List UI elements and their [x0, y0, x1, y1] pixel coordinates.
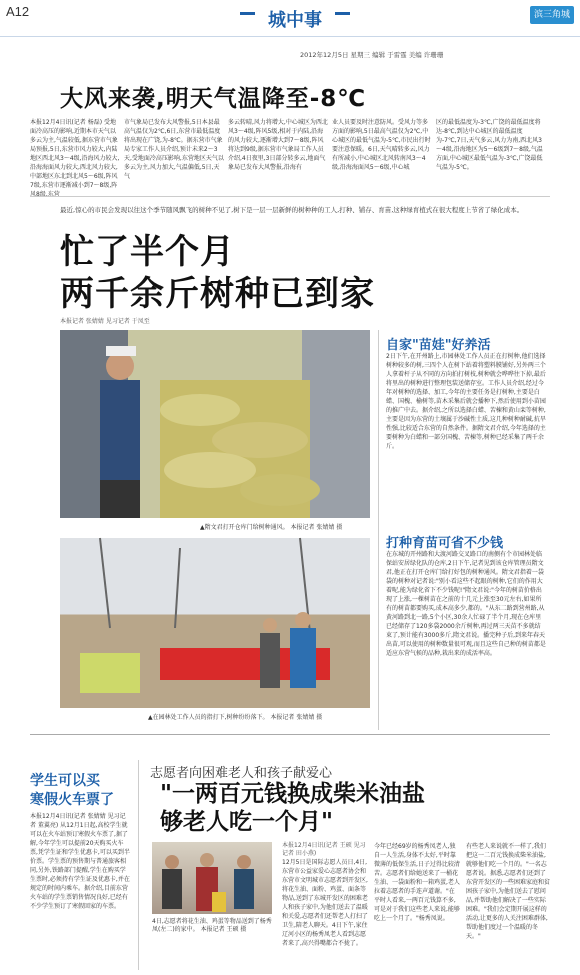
seed-headline-1: 忙了半个月: [60, 232, 235, 272]
divider-bottom: [30, 734, 550, 735]
section-header: [240, 4, 350, 32]
weather-text-col5: 区的最低温度为-3℃,广饶的最低温度将达-8℃,到达中心城区的最低温度为-7℃,7日,天气多云,风力为南,西北风3～4级,沿海地区为5～6级到7～8级,气温方面,中心城区最低气温为-3℃,广饶最低气温为-5℃。: [436, 119, 543, 171]
weather-text-col2: 市气象局已发布大风警报,5日本县最高气温仅为2℃,6日,东营市最低温度将出现在广饶,为-8℃。据东营市气象局专家工作人员介绍,预计未来2～3天,受地面冷高压影响,东营地区天气以多云为主,风力加大,气温偏低,5日,天气: [124, 119, 224, 180]
subhead-self-raise: 自家"苗娃"好养活: [386, 338, 491, 353]
weather-text-col3: 多云转晴,风力将增大,中心城区为西北风3～4级,阵风5级,相对于内陆,沿海的风力较大,逐渐增大到7～8级,阵风将达到9级,据东营市气象局工作人员介绍,4日夜里,3日部分转多云,地面气象局已发布大风警报,沿海有: [228, 119, 328, 171]
volunteer-text-col2: 今年已经69岁的杨秀凤老人,独自一人生活,身体不太好,平时靠微薄的低保生活,日子过得比较清苦。志愿者们给她送来了一桶花生油、一袋面粉和一箱鸡蛋,老人拉着志愿者的手连声道谢。"在平时人看来,一两百元钱算不多,可是对于我们这些老人来说,能够吃上一个月了。"杨秀凤说。: [374, 843, 460, 922]
warehouse-photo: [60, 330, 370, 518]
seed-collect-photo-illustration: [60, 538, 370, 708]
volunteer-headline-1: "一两百元钱换成柴米油盐: [160, 781, 425, 807]
volunteer-photo-illustration: [152, 842, 272, 914]
page-number: A12: [6, 4, 30, 19]
warehouse-photo-illustration: [60, 330, 370, 518]
weather-text-col1: 本报12月4日讯(记者 杨磊) 受地面冷高压的影响,近期本市天气以多云为主,气温较低,据东营市气象局预报,5日,东营市风力较大,内陆地区西北风3～4级,沿海风力较大,沿海海面风力较大,西北风力较大,中部地区东北到北风5～6级,阵风7级,东营市逐渐减小到7～8级,阵风8级,东营: [30, 119, 120, 198]
volunteer-headline-2: 够老人吃一个月": [160, 809, 333, 835]
header-rule: [0, 36, 580, 37]
weather-text-col4: 业人员要及时注意防风。受风力等多方面的影响,5日最高气温仅为2℃,中心城区的最低气温为-5℃,市民出行时要注意保暖。6日,天气晴转多云,风力有所减小,中心城区北风转南风3～4级,沿海海面风5～6级,中心城: [332, 119, 431, 171]
self-raise-text: 2日下午,在开州路上,市园林处工作人员正在打树种,他们选择树种较多的树,三四个人在树下站着将塑料膜铺好,另外两三个人拿着杆子从不同的方向拍打树枝,树种就会哗哗往下掉,最后将里出的树种进行整理包装送储存室。工作人员介绍,经过今年对树种的选择、加工,今年的主要任务是打树种,主要是白蜡、国槐、榆树等,苗木采集后就会播种下,然后使用到小苗园的推广中去。据介绍,之所以选择白蜡、苦楝和黄山栾等树种,主要是因为东营的土壤属于沙碱性土质,这几种树种耐碱,抗旱性强,比较适合东营的自然条件。据隋文君介绍,今年选择的主要树种为白蜡和一部分国槐、苦楝等,树种已经采集了两千余斤。: [386, 353, 546, 450]
volunteer-kicker: 志愿者向困难老人和孩子献爱心: [150, 766, 333, 781]
warehouse-photo-caption: ▲隋文君打开仓库门给树种通风。 本报记者 张婧婧 摄: [200, 524, 343, 531]
subhead-save-money: 打种育苗可省不少钱: [386, 536, 504, 551]
volunteer-byline: 本报12月4日讯(记者 王硕 见习记者 田小燕): [282, 842, 366, 857]
save-money-text: 在东城的开州路和大渡河路交叉路口的南侧有个市园林处临保站安居绿化队的仓库,2日下午,记者见到该仓库管理员隋文君,他正在打开仓库门给打好包的树种通风。隋文君指着一袋袋的树种对记者说:"别小看这些不起眼的树种,它们的作用大着呢,能为绿化省下不少钱呢!"隋文君说:"今年的树苗价格出现了上涨,一棵树苗在之前的十几元上涨至30元左右,如果所有的树苗都要购买,成本高多少,都的。"从东二路到营州路,从黄河路到北一路,5个小区,30余人忙碌了半个月,现在仓库里已经储存了120多袋2000余斤树种,再过两三天苗不多就结束了,预计能有3000多斤,隋文君说。播完种子后,到来年春天出苗,可以使用的树种数量很可观,而且这些自己种的树苗都是适应东营气候的品种,栽出来的成活率高。: [386, 551, 546, 657]
divider: [30, 196, 550, 197]
volunteer-text-col1: 12月5日是国际志愿人员日,4日,东营市公益家爱心志愿者协会和东营市文明城市志愿者到开发区,将花生油、面粉、鸡蛋、面条等物品,送到了东城开发区的困难老人和孩子家中,为他们送去了温暖和关爱,志愿者们还帮老人打扫了卫生,陪老人聊天。4日下午,家住辽河小区的杨秀凤老人看到志愿者来了,高兴得嘴都合不拢了。: [282, 859, 368, 947]
volunteer-text-col3: 有些老人来说就不一样了,我们把这一二百元钱换成柴米油盐,就够他们吃一个月的。"一名志愿者说。据悉,志愿者们还到了东营开发区的一些困难家庭和贫困孩子家中,为他们送去了慰问品,并帮助他们解决了一些实际困难。"我们会定期开展这样的活动,让更多的人关注困难群体,帮助他们度过一个温暖的冬天。": [466, 843, 551, 940]
section-title: 城中事: [255, 6, 335, 32]
train-headline-1: 学生可以买: [30, 773, 100, 789]
volunteer-photo: [152, 842, 272, 914]
seed-headline-2: 两千余斤树种已到家: [60, 274, 375, 314]
weather-headline: 大风来袭,明天气温降至-8℃: [60, 86, 367, 112]
paper-logo: 滨三角城市: [530, 6, 574, 24]
seed-byline: 本报记者 张婧婧 见习记者 于凤至: [60, 318, 150, 325]
seed-collect-photo-caption: ▲在园林处工作人员的指打下,树种纷纷落下。 本报记者 张婧婧 摄: [148, 714, 323, 721]
issue-meta: 2012年12月5日 星期三 编辑 于雷霆 美编 许珊珊: [300, 51, 444, 59]
train-headline-2: 寒假火车票了: [30, 792, 114, 808]
volunteer-photo-caption: 4日,志愿者将花生油、鸡蛋等物品送到了杨秀凤(左二)的家中。 本报记者 王硕 摄: [152, 918, 272, 933]
column-divider: [378, 330, 379, 730]
train-text: 本报12月4日讯(记者 张婧婧 见习记者 董翼亮) 从12月1日起,高校学生就可以在火车站预订寒假火车票了,据了解,今年学生可以提前20天购买火车票,凭学生证和学生优惠卡,可以买到半价票。学生票的预售期与普通旅客相同,另外,铁路部门提醒,学生在购买学生票时,必须持有学生证及优惠卡,并在规定的时间内乘车。据介绍,目前东营火车站的学生票销售情况良好,已经有不少学生预订了寒假回家的车票。: [30, 813, 130, 910]
seed-collect-photo: [60, 538, 370, 708]
seed-lead: 最近,惊心的市民会发现以往这个季节随风飘飞的树种不见了,树下是一层一层新鲜的树种种的工人,打种、铺存、育苗,这种绿育植式在很大程度上节省了绿化成本。: [60, 206, 524, 214]
column-divider-2: [138, 760, 139, 970]
